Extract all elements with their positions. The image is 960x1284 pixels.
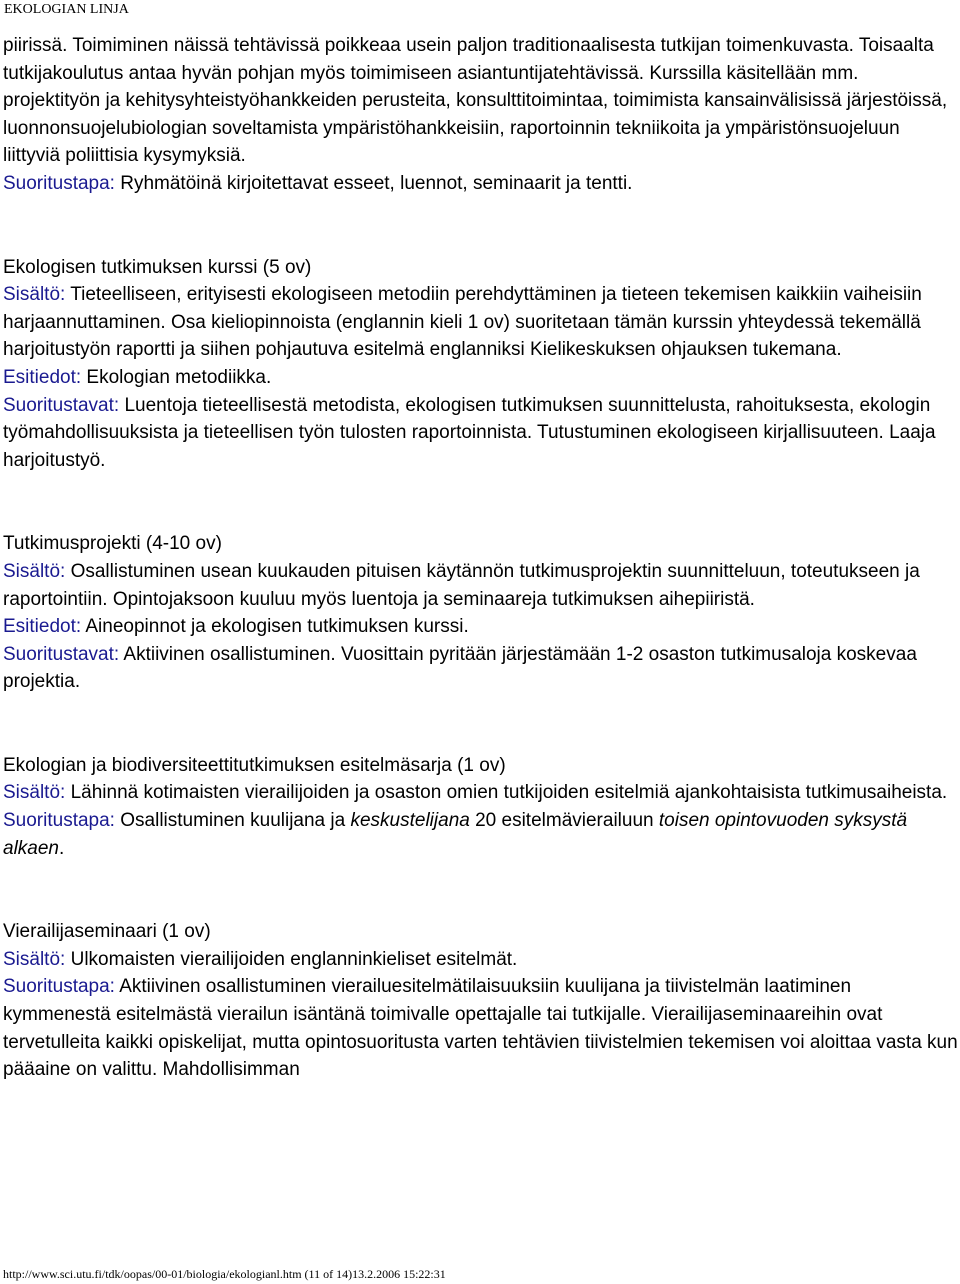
- method-italic: toisen opintovuoden syksystä alkaen: [3, 810, 908, 859]
- page-footer-url: http://www.sci.utu.fi/tdk/oopas/00-01/biologia/ekologianl.htm (11 of 14)13.2.2006 15:22:31: [3, 1267, 446, 1281]
- course-prereq: [3, 364, 958, 392]
- course-title: Ekologian ja biodiversiteettitutkimuksen esitelmäsarja (1 ov): [3, 754, 506, 776]
- course-title: Vierailijaseminaari (1 ov): [3, 921, 211, 943]
- course-content: [3, 779, 958, 807]
- prereq-label: Esitiedot:: [3, 366, 82, 388]
- course-method: [3, 392, 958, 475]
- content-label: Sisältö:: [3, 782, 66, 804]
- course-title: Ekologisen tutkimuksen kurssi (5 ov): [3, 256, 312, 278]
- method-label: Suoritustapa:: [3, 172, 115, 194]
- prereq-text: Ekologian metodiikka.: [81, 366, 272, 388]
- method-text: Luentoja tieteellisestä metodista, ekologisen tutkimuksen suunnittelusta, rahoituksesta, ekologin työmahdollisuuksista ja tieteellisen työn tulosten raportoinnista. Tutustuminen ekologiseen kirjallisuuteen. Laaja harjoitustyö.: [3, 394, 936, 471]
- course-section: [3, 752, 958, 862]
- method-text: Aktiivinen osallistuminen. Vuosittain pyritään järjestämään 1-2 osaston tutkimusaloja koskevaa projektia.: [3, 643, 917, 693]
- content-text: Osallistuminen usean kuukauden pituisen käytännön tutkimusprojektin suunnitteluun, toteutukseen ja raportointiin. Opintojaksoon kuuluu myös luentoja ja seminaareja tutkimuksen aihepiiristä.: [3, 560, 920, 610]
- running-header: EKOLOGIAN LINJA: [4, 2, 129, 17]
- content-text: Tieteelliseen, erityisesti ekologiseen metodiin perehdyttäminen ja tieteen tekemisen kaikkiin vaiheisiin harjaannuttaminen. Osa kieliopinnoista (englannin kieli 1 ov) suoritetaan tämän kurssin yhteydessä tekemällä harjoitustyön raportti ja siihen pohjautuva esitelmä englanniksi Kielikeskuksen ohjauksen tukemana.: [3, 284, 922, 361]
- course-section: [3, 918, 958, 1084]
- method-text: .: [59, 837, 65, 859]
- prereq-text: Aineopinnot ja ekologisen tutkimuksen kurssi.: [81, 616, 469, 638]
- content-label: Sisältö:: [3, 948, 66, 970]
- method-label: Suoritustavat:: [3, 643, 120, 665]
- course-method: [3, 807, 958, 862]
- course-prereq: [3, 613, 958, 641]
- content-text: Lähinnä kotimaisten vierailijoiden ja osaston omien tutkijoiden esitelmiä ajankohtaisista tutkimusaiheista.: [65, 782, 948, 804]
- course-content: [3, 281, 958, 364]
- course-title: Tutkimusprojekti (4-10 ov): [3, 533, 222, 555]
- course-content: [3, 558, 958, 613]
- method-text: 20 esitelmävierailuun: [469, 810, 659, 832]
- course-section: [3, 530, 958, 696]
- method-text: Osallistuminen kuulijana ja: [114, 810, 351, 832]
- method-label: Suoritustapa:: [3, 976, 115, 998]
- method-text: Ryhmätöinä kirjoitettavat esseet, luennot, seminaarit ja tentti.: [114, 172, 633, 194]
- intro-paragraph: piirissä. Toimiminen näissä tehtävissä poikkeaa usein paljon traditionaalisesta tutkijan toimenkuvasta. Toisaalta tutkijakoulutus antaa hyvän pohjan myös toimimiseen asiantuntijatehtävissä. Kurssilla käsitellään mm. projektityön ja kehitysyhteistyöhankkeiden perusteita, konsulttitoimintaa, toimimista kansainvälisissä järjestöissä, luonnonsuojelubiologian soveltamista ympäristöhankkeisiin, raportoinnin tekniikoita ja ympäristönsuojeluun liittyviä poliittisia kysymyksiä.: [3, 35, 948, 167]
- course-section: [3, 254, 958, 475]
- page-content: [3, 32, 958, 1084]
- content-label: Sisältö:: [3, 560, 66, 582]
- content-text: Ulkomaisten vierailijoiden englanninkieliset esitelmät.: [65, 948, 518, 970]
- method-label: Suoritustavat:: [3, 394, 120, 416]
- content-label: Sisältö:: [3, 284, 66, 306]
- intro-method: [3, 170, 958, 198]
- course-content: [3, 946, 958, 974]
- method-label: Suoritustapa:: [3, 810, 115, 832]
- course-method: [3, 641, 958, 696]
- method-italic: keskustelijana: [350, 810, 470, 832]
- method-text: Aktiivinen osallistuminen vierailuesitelmätilaisuuksiin kuulijana ja tiivistelmän laatiminen kymmenestä esitelmästä vierailun isäntänä toimivalle opettajalle tai tutkijalle. Vierailijaseminaareihin ovat tervetulleita kaikki opiskelijat, mutta opintosuoritusta varten tehtävien tiivistelmien tekemisen voi aloittaa vasta kun pääaine on valittu. Mahdollisimman: [3, 976, 958, 1081]
- course-method: [3, 973, 958, 1083]
- prereq-label: Esitiedot:: [3, 616, 82, 638]
- intro-section: [3, 32, 958, 198]
